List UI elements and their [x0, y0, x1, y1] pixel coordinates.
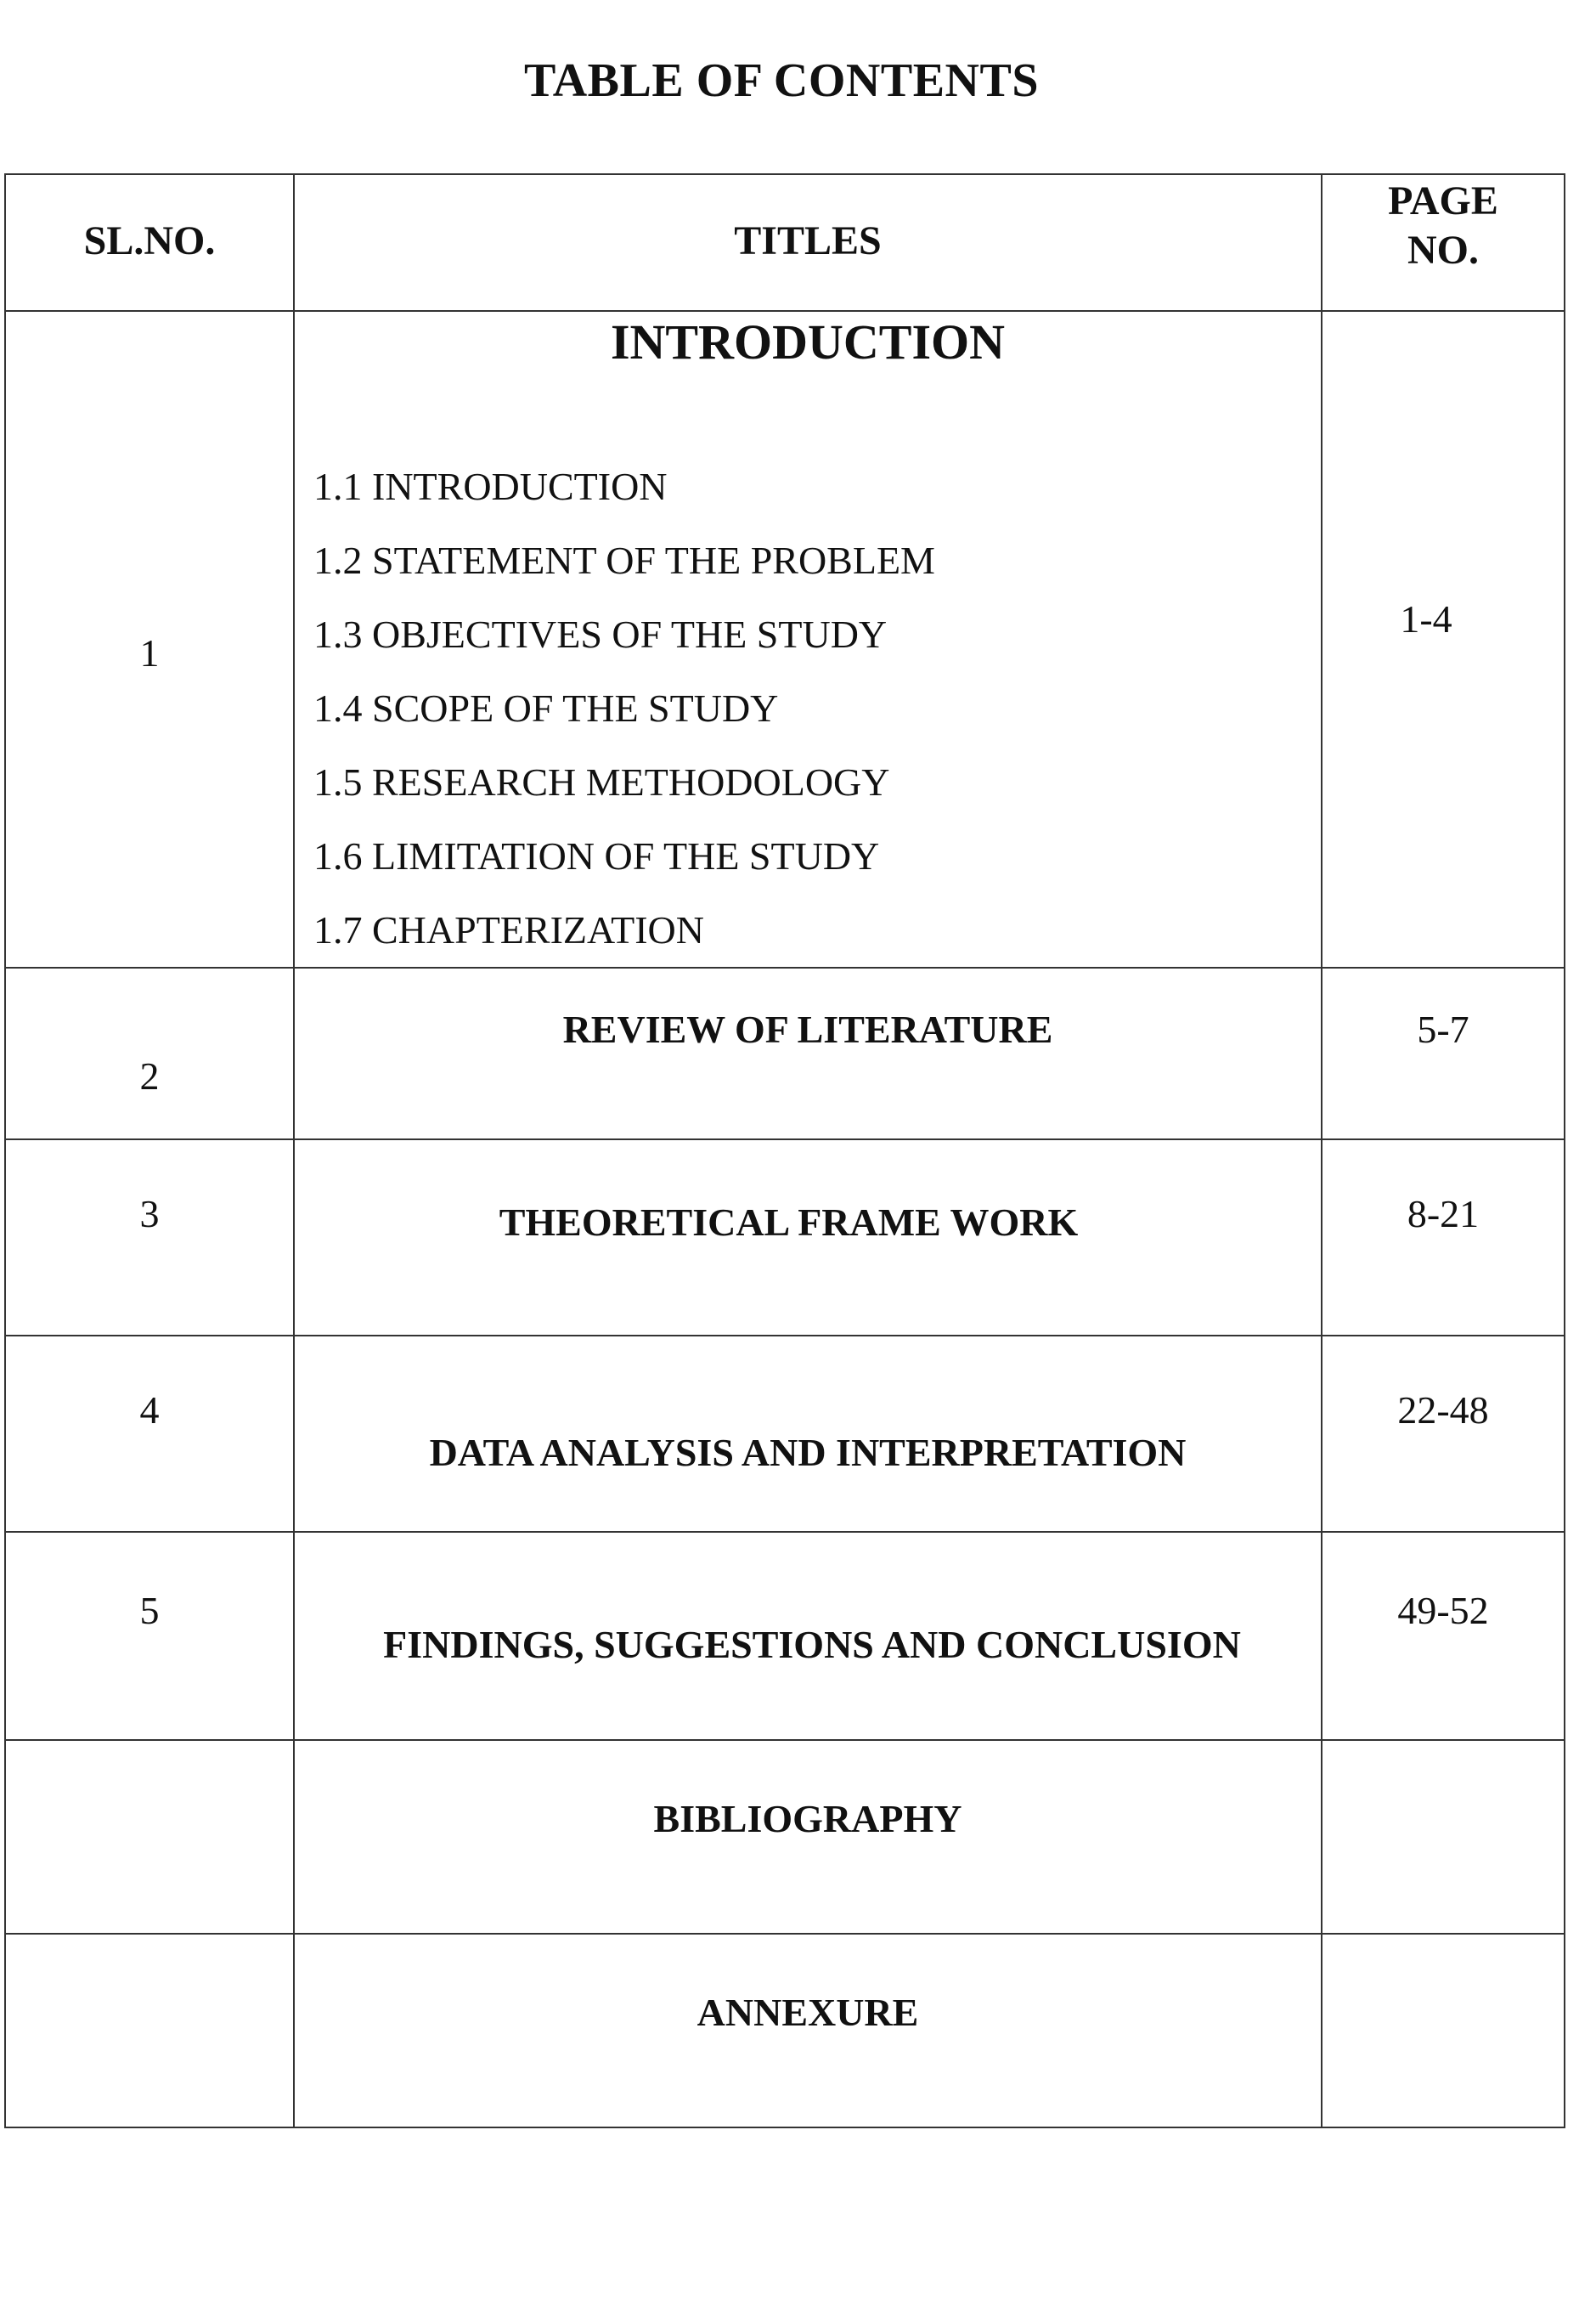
table-row [5, 311, 1565, 968]
title-cell [294, 311, 1322, 968]
chapter-title: ANNEXURE [696, 1991, 919, 2034]
page-cell [1322, 968, 1565, 1139]
sl-cell [5, 1740, 294, 1934]
contents-table [4, 173, 1565, 2128]
sl-cell [5, 1934, 294, 2127]
chapter-title: FINDINGS, SUGGESTIONS AND CONCLUSION [383, 1623, 1241, 1666]
sl-cell [5, 1532, 294, 1740]
sl-cell [5, 1336, 294, 1532]
title-cell [294, 1532, 1322, 1740]
sl-number: 5 [139, 1589, 160, 1632]
header-page-line2: NO. [1407, 228, 1479, 273]
subsection-list [313, 449, 935, 967]
table-row [5, 1139, 1565, 1336]
page-cell [1322, 1139, 1565, 1336]
list-item: 1.5 RESEARCH METHODOLOGY [313, 760, 890, 804]
header-page-cell [1322, 174, 1565, 311]
table-row [5, 1740, 1565, 1934]
page-range: 1-4 [1400, 597, 1452, 641]
chapter-title: INTRODUCTION [610, 314, 1006, 370]
page-cell [1322, 1740, 1565, 1934]
page-range: 22-48 [1397, 1388, 1489, 1432]
list-item: 1.1 INTRODUCTION [313, 465, 668, 508]
page-range: 8-21 [1407, 1192, 1480, 1235]
sl-number: 2 [139, 1054, 160, 1098]
chapter-title: THEORETICAL FRAME WORK [499, 1201, 1079, 1244]
table-row [5, 1336, 1565, 1532]
sl-cell [5, 968, 294, 1139]
header-page-line1: PAGE [1388, 178, 1498, 223]
list-item: 1.3 OBJECTIVES OF THE STUDY [313, 613, 888, 656]
page-cell [1322, 311, 1565, 968]
title-cell [294, 1336, 1322, 1532]
list-item: 1.4 SCOPE OF THE STUDY [313, 686, 779, 730]
list-item: 1.7 CHAPTERIZATION [313, 908, 704, 952]
table-row [5, 1532, 1565, 1740]
header-titles-cell [294, 174, 1322, 311]
sl-number: 3 [139, 1192, 160, 1235]
table-row [5, 968, 1565, 1139]
sl-cell [5, 1139, 294, 1336]
header-titles: TITLES [734, 218, 882, 263]
table-row [5, 1934, 1565, 2127]
page-title: TABLE OF CONTENTS [524, 54, 1039, 107]
list-item: 1.2 STATEMENT OF THE PROBLEM [313, 539, 935, 582]
header-sl-no: SL.NO. [83, 218, 216, 263]
chapter-title: REVIEW OF LITERATURE [562, 1008, 1053, 1051]
table-header-row [5, 174, 1565, 311]
page-cell [1322, 1336, 1565, 1532]
page-range: 5-7 [1417, 1008, 1469, 1051]
list-item: 1.6 LIMITATION OF THE STUDY [313, 834, 880, 878]
page-cell [1322, 1532, 1565, 1740]
title-cell [294, 1740, 1322, 1934]
title-cell [294, 1139, 1322, 1336]
title-cell [294, 968, 1322, 1139]
chapter-title: DATA ANALYSIS AND INTERPRETATION [429, 1431, 1187, 1474]
sl-number: 1 [139, 631, 160, 675]
sl-cell [5, 311, 294, 968]
title-cell [294, 1934, 1322, 2127]
page-cell [1322, 1934, 1565, 2127]
header-page-no [1322, 177, 1564, 275]
sl-number: 4 [139, 1388, 160, 1432]
chapter-title: BIBLIOGRAPHY [653, 1797, 962, 1840]
page-range: 49-52 [1397, 1589, 1489, 1632]
header-sl-cell [5, 174, 294, 311]
